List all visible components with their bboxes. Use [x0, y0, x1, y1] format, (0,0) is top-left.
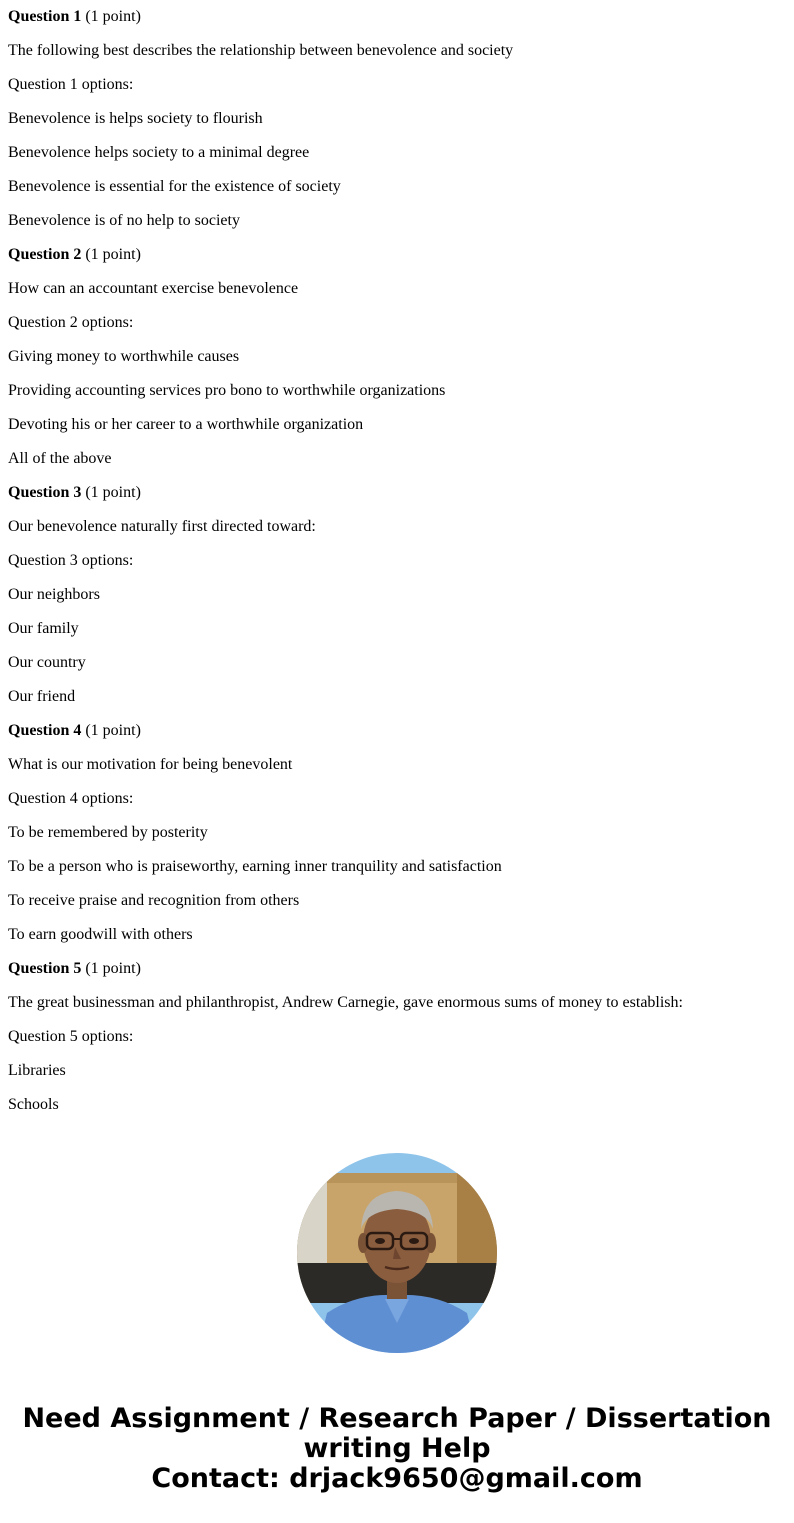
contact-banner	[0, 1404, 794, 1494]
question-prompt: The following best describes the relationship between benevolence and society	[8, 42, 514, 59]
question-prompt: How can an accountant exercise benevolence	[8, 280, 299, 297]
options-label: Question 3 options:	[8, 552, 134, 569]
question-header	[8, 952, 786, 986]
question-prompt: Our benevolence naturally first directed toward:	[8, 518, 316, 535]
option-item[interactable]: Giving money to worthwhile causes	[8, 348, 240, 365]
option-item[interactable]: To receive praise and recognition from others	[8, 892, 300, 909]
option-item[interactable]: Libraries	[8, 1062, 66, 1079]
option-item[interactable]: Our friend	[8, 688, 76, 705]
question-heading: Question 3	[8, 484, 82, 501]
author-avatar	[297, 1153, 497, 1353]
option-item[interactable]: Devoting his or her career to a worthwhile organization	[8, 416, 364, 433]
question-prompt: What is our motivation for being benevolent	[8, 756, 293, 773]
option-item[interactable]: Benevolence is helps society to flourish	[8, 110, 263, 127]
cta-contact-email: Contact: drjack9650@gmail.com	[151, 1463, 643, 1494]
question-header	[8, 714, 786, 748]
option-item[interactable]: To be a person who is praiseworthy, earning inner tranquility and satisfaction	[8, 858, 502, 875]
question-heading: Question 2	[8, 246, 82, 263]
cta-line-1: Need Assignment / Research Paper / Dissertation	[22, 1403, 772, 1434]
option-item[interactable]: Benevolence helps society to a minimal degree	[8, 144, 310, 161]
question-heading: Question 4	[8, 722, 82, 739]
options-label: Question 1 options:	[8, 76, 134, 93]
question-header	[8, 476, 786, 510]
question-header	[8, 238, 786, 272]
question-points: (1 point)	[85, 246, 141, 263]
option-item[interactable]: Schools	[8, 1096, 59, 1113]
question-points: (1 point)	[85, 8, 141, 25]
option-item[interactable]: To be remembered by posterity	[8, 824, 208, 841]
question-list	[8, 0, 786, 1122]
cta-line-2: writing Help	[303, 1433, 491, 1464]
question-header	[8, 0, 786, 34]
option-item[interactable]: All of the above	[8, 450, 112, 467]
option-item[interactable]: Providing accounting services pro bono to worthwhile organizations	[8, 382, 446, 399]
option-item[interactable]: Benevolence is essential for the existence of society	[8, 178, 341, 195]
options-label: Question 2 options:	[8, 314, 134, 331]
question-heading: Question 1	[8, 8, 82, 25]
option-item[interactable]: Our neighbors	[8, 586, 100, 603]
options-label: Question 5 options:	[8, 1028, 134, 1045]
question-heading: Question 5	[8, 960, 82, 977]
option-item[interactable]: Our country	[8, 654, 86, 671]
author-portrait-photo	[297, 1153, 497, 1353]
option-item[interactable]: Benevolence is of no help to society	[8, 212, 240, 229]
options-label: Question 4 options:	[8, 790, 134, 807]
question-points: (1 point)	[85, 484, 141, 501]
question-points: (1 point)	[85, 722, 141, 739]
question-prompt: The great businessman and philanthropist, Andrew Carnegie, gave enormous sums of money to establish:	[8, 994, 683, 1011]
option-item[interactable]: Our family	[8, 620, 79, 637]
question-points: (1 point)	[85, 960, 141, 977]
option-item[interactable]: To earn goodwill with others	[8, 926, 193, 943]
